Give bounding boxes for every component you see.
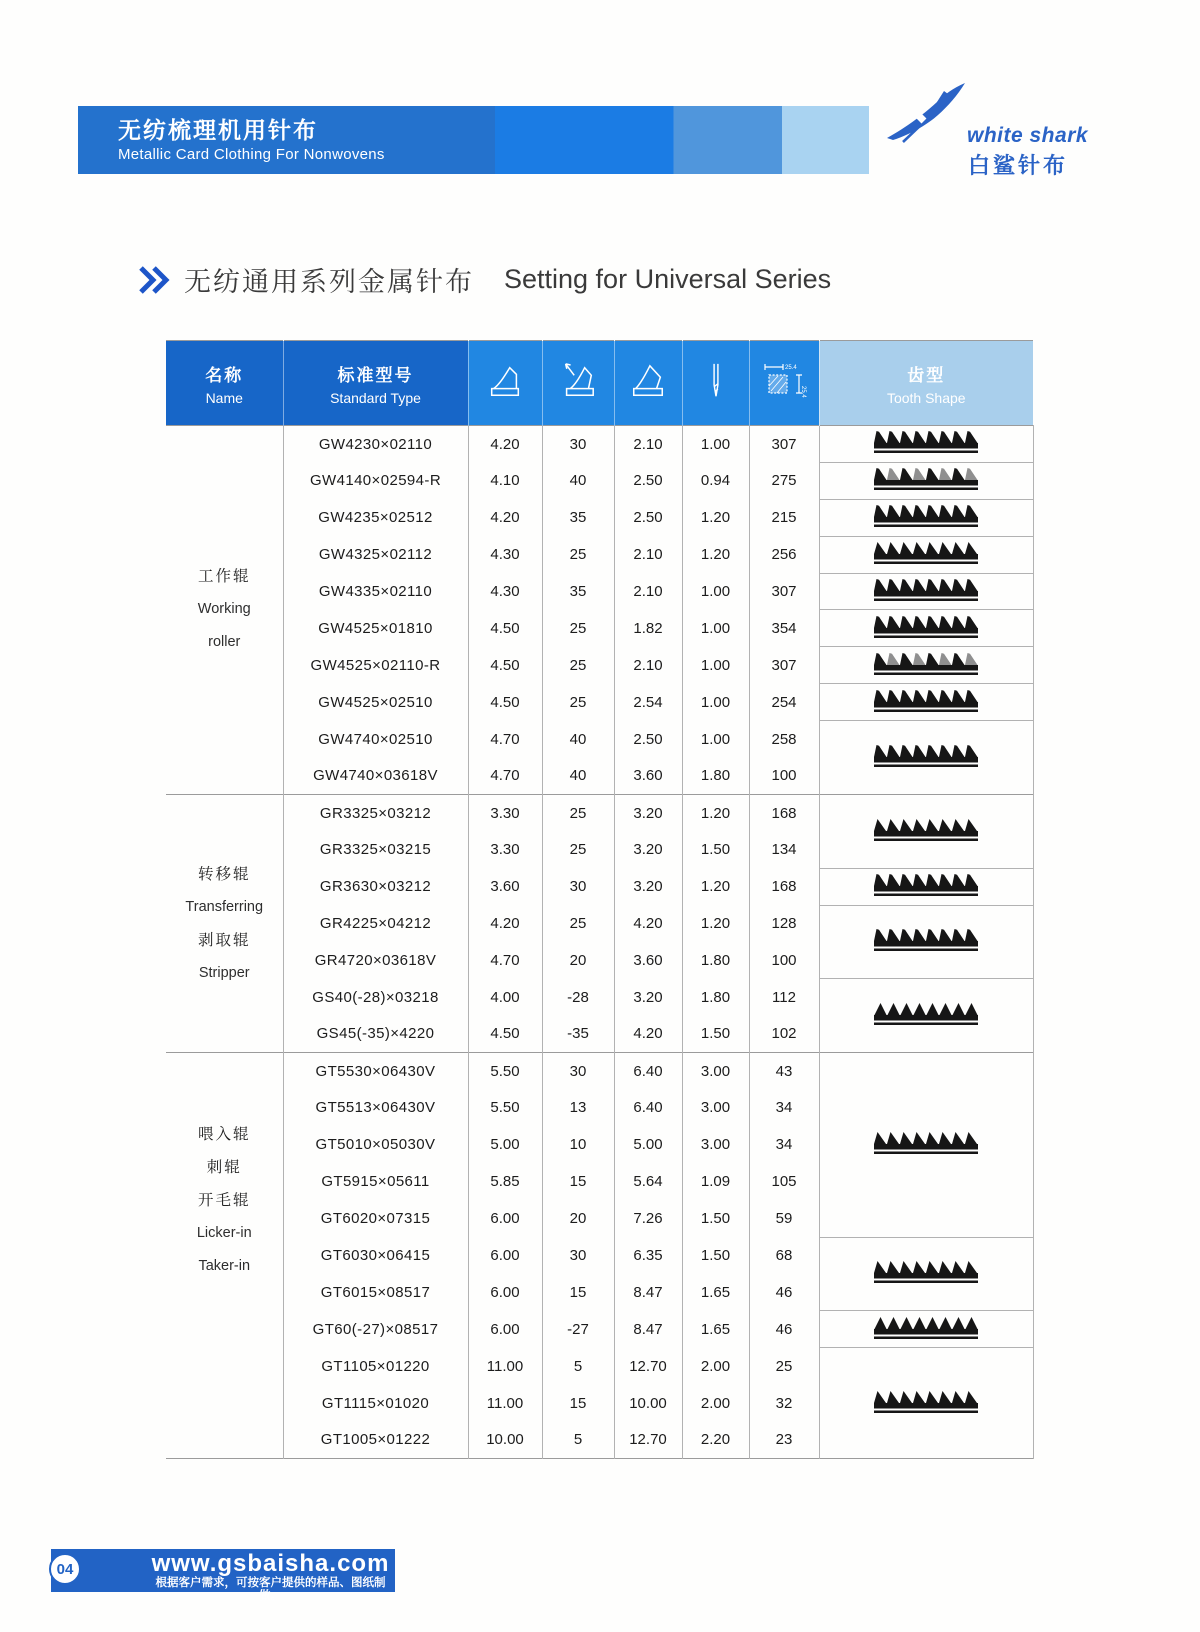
model-cell: GT60(-27)×08517 bbox=[283, 1311, 468, 1348]
value-cell: 12.70 bbox=[614, 1348, 682, 1385]
tooth-profile-icon bbox=[874, 430, 978, 453]
value-cell: 59 bbox=[749, 1200, 819, 1237]
value-cell: 15 bbox=[542, 1163, 614, 1200]
model-cell: GR3325×03215 bbox=[283, 831, 468, 868]
value-cell: 1.00 bbox=[682, 684, 749, 721]
model-cell: GT6030×06415 bbox=[283, 1237, 468, 1274]
value-cell: 4.20 bbox=[468, 905, 542, 942]
value-cell: 307 bbox=[749, 426, 819, 463]
group-name-cell bbox=[166, 794, 283, 1052]
value-cell: 5.50 bbox=[468, 1090, 542, 1127]
tooth-shape-cell bbox=[819, 979, 1033, 1053]
model-cell: GW4140×02594-R bbox=[283, 462, 468, 499]
tooth-shape-cell bbox=[819, 573, 1033, 610]
value-cell: 1.09 bbox=[682, 1163, 749, 1200]
value-cell: 256 bbox=[749, 536, 819, 573]
spec-table bbox=[166, 340, 1034, 1459]
spec-row bbox=[166, 499, 1033, 536]
value-cell: 11.00 bbox=[468, 1348, 542, 1385]
group-name-line: 转移辊 bbox=[197, 865, 251, 883]
group-name-line: Taker-in bbox=[198, 1258, 251, 1275]
value-cell: 1.00 bbox=[682, 573, 749, 610]
value-cell: -35 bbox=[542, 1016, 614, 1053]
value-cell: 46 bbox=[749, 1311, 819, 1348]
value-cell: 10.00 bbox=[468, 1422, 542, 1459]
spec-row bbox=[166, 1237, 1033, 1274]
value-cell: 4.50 bbox=[468, 647, 542, 684]
value-cell: 6.40 bbox=[614, 1053, 682, 1090]
value-cell: 4.50 bbox=[468, 684, 542, 721]
value-cell: 2.50 bbox=[614, 462, 682, 499]
tooth-shape-cell bbox=[819, 647, 1033, 684]
value-cell: 3.30 bbox=[468, 831, 542, 868]
tooth-height-icon bbox=[486, 360, 524, 402]
spec-row bbox=[166, 647, 1033, 684]
value-cell: 2.00 bbox=[682, 1385, 749, 1422]
name-header-en: Name bbox=[205, 389, 243, 406]
value-cell: 20 bbox=[542, 1200, 614, 1237]
value-cell: 1.65 bbox=[682, 1274, 749, 1311]
value-cell: 10.00 bbox=[614, 1385, 682, 1422]
tooth-height-header bbox=[468, 341, 542, 426]
model-cell: GW4525×01810 bbox=[283, 610, 468, 647]
value-cell: 25 bbox=[542, 610, 614, 647]
value-cell: 5 bbox=[542, 1348, 614, 1385]
value-cell: 4.20 bbox=[468, 499, 542, 536]
tooth-shape-cell bbox=[819, 610, 1033, 647]
value-cell: 5.00 bbox=[468, 1126, 542, 1163]
spec-row bbox=[166, 610, 1033, 647]
section-title-cn: 无纺通用系列金属针布 bbox=[184, 267, 474, 297]
model-cell: GW4525×02510 bbox=[283, 684, 468, 721]
tooth-shape-cell bbox=[819, 684, 1033, 721]
value-cell: 1.50 bbox=[682, 1016, 749, 1053]
value-cell: 5 bbox=[542, 1422, 614, 1459]
value-cell: 4.30 bbox=[468, 573, 542, 610]
value-cell: 1.00 bbox=[682, 721, 749, 758]
value-cell: 6.35 bbox=[614, 1237, 682, 1274]
value-cell: 2.20 bbox=[682, 1422, 749, 1459]
tooth-profile-icon bbox=[874, 689, 978, 712]
model-cell: GR3325×03212 bbox=[283, 794, 468, 831]
tooth-profile-icon bbox=[874, 1260, 978, 1283]
value-cell: 7.26 bbox=[614, 1200, 682, 1237]
value-cell: 25 bbox=[542, 684, 614, 721]
value-cell: 25 bbox=[542, 536, 614, 573]
value-cell: 5.64 bbox=[614, 1163, 682, 1200]
model-cell: GS40(-28)×03218 bbox=[283, 979, 468, 1016]
model-cell: GW4525×02110-R bbox=[283, 647, 468, 684]
tooth-shape-cell bbox=[819, 721, 1033, 795]
group-name-line: Transferring bbox=[185, 898, 264, 915]
model-cell: GT1115×01020 bbox=[283, 1385, 468, 1422]
group-name-cell bbox=[166, 426, 283, 795]
value-cell: 15 bbox=[542, 1385, 614, 1422]
value-cell: 168 bbox=[749, 794, 819, 831]
spec-row bbox=[166, 684, 1033, 721]
value-cell: 4.70 bbox=[468, 721, 542, 758]
value-cell: 30 bbox=[542, 1053, 614, 1090]
value-cell: 6.00 bbox=[468, 1237, 542, 1274]
table-header-row bbox=[166, 341, 1033, 426]
value-cell: 12.70 bbox=[614, 1422, 682, 1459]
spec-row bbox=[166, 462, 1033, 499]
value-cell: 43 bbox=[749, 1053, 819, 1090]
value-cell: 35 bbox=[542, 573, 614, 610]
value-cell: 2.50 bbox=[614, 721, 682, 758]
value-cell: 30 bbox=[542, 1237, 614, 1274]
value-cell: 1.50 bbox=[682, 1200, 749, 1237]
wire-width-icon bbox=[699, 360, 733, 402]
group-name-line: 喂入辊 bbox=[197, 1126, 251, 1144]
value-cell: 4.50 bbox=[468, 1016, 542, 1053]
value-cell: 1.00 bbox=[682, 426, 749, 463]
value-cell: 258 bbox=[749, 721, 819, 758]
value-cell: 11.00 bbox=[468, 1385, 542, 1422]
group-name-line: roller bbox=[208, 634, 241, 651]
value-cell: 307 bbox=[749, 647, 819, 684]
model-cell: GR4225×04212 bbox=[283, 905, 468, 942]
spec-group bbox=[166, 1053, 1033, 1459]
value-cell: 8.47 bbox=[614, 1274, 682, 1311]
group-name-cell bbox=[166, 1053, 283, 1459]
value-cell: 128 bbox=[749, 905, 819, 942]
white-shark-logo-icon bbox=[885, 82, 973, 144]
value-cell: 25 bbox=[542, 831, 614, 868]
value-cell: 4.10 bbox=[468, 462, 542, 499]
value-cell: 215 bbox=[749, 499, 819, 536]
spec-row bbox=[166, 868, 1033, 905]
model-cell: GT5530×06430V bbox=[283, 1053, 468, 1090]
group-name-line: 开毛辊 bbox=[197, 1192, 251, 1210]
banner-title-cn: 无纺梳理机用针布 bbox=[118, 116, 318, 143]
value-cell: 112 bbox=[749, 979, 819, 1016]
value-cell: 13 bbox=[542, 1090, 614, 1127]
value-cell: 3.00 bbox=[682, 1126, 749, 1163]
model-cell: GT6015×08517 bbox=[283, 1274, 468, 1311]
spec-row bbox=[166, 1311, 1033, 1348]
tooth-profile-icon bbox=[874, 1316, 978, 1339]
value-cell: 10 bbox=[542, 1126, 614, 1163]
value-cell: 254 bbox=[749, 684, 819, 721]
logo-text-en: white shark bbox=[967, 124, 1089, 147]
value-cell: 3.60 bbox=[614, 942, 682, 979]
white-shark-logo bbox=[885, 78, 1165, 183]
spec-row bbox=[166, 979, 1033, 1016]
footer-note: 根据客户需求，可按客户提供的样品、图纸制做。 bbox=[155, 1577, 386, 1602]
point-density-header bbox=[749, 341, 819, 426]
value-cell: 1.20 bbox=[682, 499, 749, 536]
model-cell: GR3630×03212 bbox=[283, 868, 468, 905]
value-cell: 1.00 bbox=[682, 610, 749, 647]
value-cell: 46 bbox=[749, 1274, 819, 1311]
tooth-shape-cell bbox=[819, 426, 1033, 463]
tooth-profile-icon bbox=[874, 467, 978, 490]
tooth-shape-cell bbox=[819, 905, 1033, 979]
group-name-line: Licker-in bbox=[196, 1225, 252, 1242]
double-chevron-icon bbox=[138, 264, 172, 296]
value-cell: 3.60 bbox=[614, 758, 682, 795]
value-cell: 5.85 bbox=[468, 1163, 542, 1200]
tooth-profile-icon bbox=[874, 1002, 978, 1025]
model-cell: GT6020×07315 bbox=[283, 1200, 468, 1237]
banner-title-en: Metallic Card Clothing For Nonwovens bbox=[118, 146, 385, 164]
section-title-en: Setting for Universal Series bbox=[504, 264, 832, 294]
tooth-shape-cell bbox=[819, 1053, 1033, 1237]
model-cell: GW4740×02510 bbox=[283, 721, 468, 758]
value-cell: 4.50 bbox=[468, 610, 542, 647]
value-cell: 8.47 bbox=[614, 1311, 682, 1348]
tooth-shape-header-en: Tooth Shape bbox=[886, 389, 966, 406]
value-cell: 3.20 bbox=[614, 794, 682, 831]
value-cell: -27 bbox=[542, 1311, 614, 1348]
value-cell: 35 bbox=[542, 499, 614, 536]
value-cell: 40 bbox=[542, 721, 614, 758]
footer-bar bbox=[51, 1549, 395, 1602]
logo-text-cn: 白鲨针布 bbox=[968, 153, 1069, 178]
model-cell: GW4740×03618V bbox=[283, 758, 468, 795]
value-cell: 275 bbox=[749, 462, 819, 499]
value-cell: 2.00 bbox=[682, 1348, 749, 1385]
type-header bbox=[283, 341, 468, 426]
model-cell: GR4720×03618V bbox=[283, 942, 468, 979]
header-banner bbox=[78, 106, 869, 174]
spec-row bbox=[166, 905, 1033, 942]
spec-group bbox=[166, 426, 1033, 795]
value-cell: 102 bbox=[749, 1016, 819, 1053]
value-cell: 100 bbox=[749, 758, 819, 795]
value-cell: 25 bbox=[542, 905, 614, 942]
value-cell: 25 bbox=[542, 647, 614, 684]
value-cell: 2.10 bbox=[614, 536, 682, 573]
value-cell: 6.00 bbox=[468, 1274, 542, 1311]
value-cell: 6.40 bbox=[614, 1090, 682, 1127]
value-cell: 1.20 bbox=[682, 868, 749, 905]
value-cell: 3.30 bbox=[468, 794, 542, 831]
value-cell: 4.70 bbox=[468, 942, 542, 979]
model-cell: GT5915×05611 bbox=[283, 1163, 468, 1200]
spec-row bbox=[166, 794, 1033, 831]
value-cell: 354 bbox=[749, 610, 819, 647]
value-cell: 307 bbox=[749, 573, 819, 610]
tooth-shape-cell bbox=[819, 868, 1033, 905]
value-cell: 3.60 bbox=[468, 868, 542, 905]
value-cell: 15 bbox=[542, 1274, 614, 1311]
value-cell: 1.00 bbox=[682, 647, 749, 684]
tooth-profile-icon bbox=[874, 1131, 978, 1154]
spec-row bbox=[166, 1053, 1033, 1090]
model-cell: GT1005×01222 bbox=[283, 1422, 468, 1459]
tooth-profile-icon bbox=[874, 504, 978, 527]
value-cell: 23 bbox=[749, 1422, 819, 1459]
value-cell: 4.70 bbox=[468, 758, 542, 795]
tooth-angle-icon bbox=[559, 360, 597, 402]
model-cell: GW4235×02512 bbox=[283, 499, 468, 536]
value-cell: 2.10 bbox=[614, 573, 682, 610]
density-dim-top: 25.4 bbox=[785, 364, 797, 371]
value-cell: 100 bbox=[749, 942, 819, 979]
value-cell: 1.50 bbox=[682, 831, 749, 868]
model-cell: GT1105×01220 bbox=[283, 1348, 468, 1385]
value-cell: 1.50 bbox=[682, 1237, 749, 1274]
value-cell: 6.00 bbox=[468, 1311, 542, 1348]
value-cell: 4.00 bbox=[468, 979, 542, 1016]
tooth-profile-icon bbox=[874, 818, 978, 841]
tooth-shape-cell bbox=[819, 1348, 1033, 1459]
group-name-line: 工作辊 bbox=[197, 568, 251, 586]
group-name-line: Working bbox=[197, 601, 251, 618]
tooth-pitch-header bbox=[614, 341, 682, 426]
value-cell: 5.50 bbox=[468, 1053, 542, 1090]
tooth-shape-header bbox=[819, 341, 1033, 426]
tooth-shape-cell bbox=[819, 1311, 1033, 1348]
model-cell: GW4325×02112 bbox=[283, 536, 468, 573]
value-cell: 1.80 bbox=[682, 942, 749, 979]
value-cell: 4.20 bbox=[468, 426, 542, 463]
tooth-pitch-icon bbox=[629, 360, 667, 402]
tooth-profile-icon bbox=[874, 873, 978, 896]
model-cell: GW4335×02110 bbox=[283, 573, 468, 610]
wire-width-header bbox=[682, 341, 749, 426]
tooth-profile-icon bbox=[874, 578, 978, 601]
value-cell: 25 bbox=[542, 794, 614, 831]
model-cell: GT5513×06430V bbox=[283, 1090, 468, 1127]
spec-row bbox=[166, 536, 1033, 573]
value-cell: 1.20 bbox=[682, 794, 749, 831]
value-cell: 2.50 bbox=[614, 499, 682, 536]
value-cell: 30 bbox=[542, 426, 614, 463]
tooth-shape-cell bbox=[819, 499, 1033, 536]
spec-row bbox=[166, 573, 1033, 610]
value-cell: 2.10 bbox=[614, 647, 682, 684]
value-cell: 105 bbox=[749, 1163, 819, 1200]
value-cell: 1.20 bbox=[682, 905, 749, 942]
value-cell: 4.30 bbox=[468, 536, 542, 573]
spec-group bbox=[166, 794, 1033, 1052]
value-cell: 1.80 bbox=[682, 758, 749, 795]
group-name-line: 剥取辊 bbox=[197, 931, 251, 949]
tooth-profile-icon bbox=[874, 928, 978, 951]
value-cell: 3.00 bbox=[682, 1090, 749, 1127]
tooth-profile-icon bbox=[874, 1390, 978, 1413]
value-cell: 25 bbox=[749, 1348, 819, 1385]
tooth-shape-cell bbox=[819, 462, 1033, 499]
name-header-cn: 名称 bbox=[205, 365, 244, 385]
value-cell: 40 bbox=[542, 462, 614, 499]
section-heading bbox=[138, 260, 831, 299]
website-text: www.gsbaisha.com bbox=[151, 1550, 390, 1577]
model-cell: GT5010×05030V bbox=[283, 1126, 468, 1163]
value-cell: 5.00 bbox=[614, 1126, 682, 1163]
tooth-profile-icon bbox=[874, 652, 978, 675]
value-cell: 1.65 bbox=[682, 1311, 749, 1348]
group-name-line: 刺辊 bbox=[206, 1159, 242, 1177]
type-header-cn: 标准型号 bbox=[337, 365, 414, 385]
tooth-profile-icon bbox=[874, 744, 978, 767]
tooth-profile-icon bbox=[874, 541, 978, 564]
value-cell: 1.82 bbox=[614, 610, 682, 647]
value-cell: 2.10 bbox=[614, 426, 682, 463]
type-header-en: Standard Type bbox=[330, 389, 421, 406]
value-cell: 3.20 bbox=[614, 868, 682, 905]
value-cell: 3.00 bbox=[682, 1053, 749, 1090]
value-cell: 34 bbox=[749, 1126, 819, 1163]
value-cell: 168 bbox=[749, 868, 819, 905]
spec-row bbox=[166, 1348, 1033, 1385]
value-cell: 6.00 bbox=[468, 1200, 542, 1237]
value-cell: 0.94 bbox=[682, 462, 749, 499]
density-dim-side: 25.4 bbox=[800, 385, 806, 398]
value-cell: 30 bbox=[542, 868, 614, 905]
tooth-shape-cell bbox=[819, 536, 1033, 573]
name-header bbox=[166, 341, 283, 426]
group-name-line: Stripper bbox=[198, 964, 250, 981]
value-cell: 134 bbox=[749, 831, 819, 868]
value-cell: 20 bbox=[542, 942, 614, 979]
tooth-shape-header-cn: 齿型 bbox=[907, 365, 946, 385]
value-cell: 4.20 bbox=[614, 905, 682, 942]
model-cell: GW4230×02110 bbox=[283, 426, 468, 463]
value-cell: -28 bbox=[542, 979, 614, 1016]
spec-row bbox=[166, 426, 1033, 463]
tooth-angle-header bbox=[542, 341, 614, 426]
value-cell: 34 bbox=[749, 1090, 819, 1127]
value-cell: 68 bbox=[749, 1237, 819, 1274]
value-cell: 1.80 bbox=[682, 979, 749, 1016]
spec-row bbox=[166, 721, 1033, 758]
value-cell: 2.54 bbox=[614, 684, 682, 721]
value-cell: 40 bbox=[542, 758, 614, 795]
tooth-shape-cell bbox=[819, 794, 1033, 868]
tooth-shape-cell bbox=[819, 1237, 1033, 1311]
value-cell: 3.20 bbox=[614, 831, 682, 868]
tooth-profile-icon bbox=[874, 615, 978, 638]
model-cell: GS45(-35)×4220 bbox=[283, 1016, 468, 1053]
page-number-badge: 04 bbox=[49, 1553, 81, 1585]
value-cell: 32 bbox=[749, 1385, 819, 1422]
value-cell: 4.20 bbox=[614, 1016, 682, 1053]
value-cell: 3.20 bbox=[614, 979, 682, 1016]
value-cell: 1.20 bbox=[682, 536, 749, 573]
point-density-icon bbox=[761, 359, 807, 403]
